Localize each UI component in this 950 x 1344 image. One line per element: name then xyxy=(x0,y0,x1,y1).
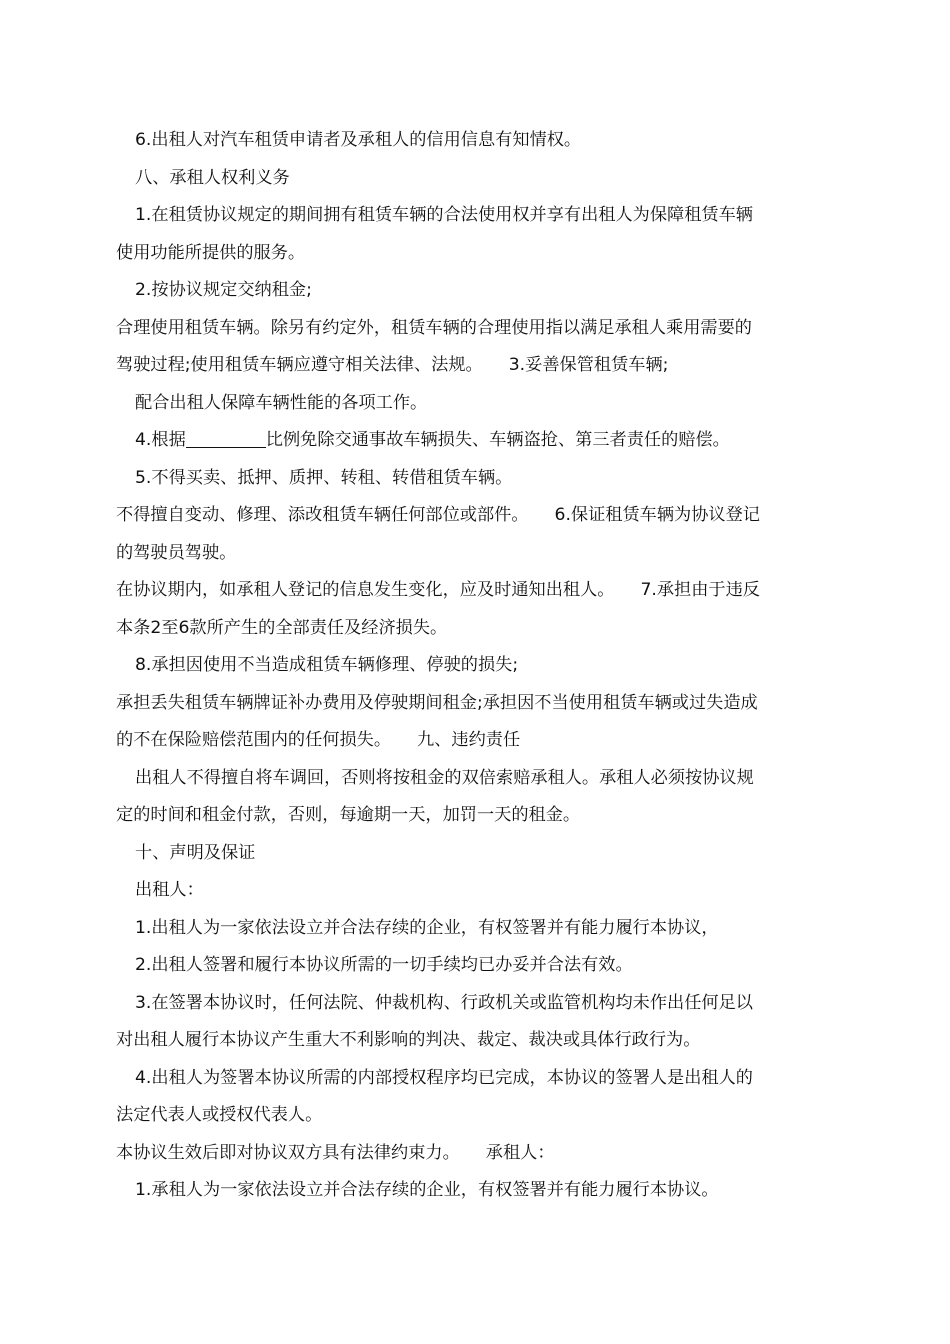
reasonable-use-text: 驾驶过程;使用租赁车辆应遵守相关法律、法规。 xyxy=(116,355,483,375)
paragraph-no-modify xyxy=(116,497,838,535)
clause-8-item-1-line-2: 使用功能所提供的服务。 xyxy=(116,242,306,263)
lessor-item-4-line-2: 法定代表人或授权代表人。 xyxy=(116,1105,323,1125)
clause-8-item-5: 5.不得买卖、抵押、质押、转租、转借租赁车辆。 xyxy=(135,467,513,488)
section-heading-9: 九、违约责任 xyxy=(417,730,521,750)
lessor-item-3-line-1: 3.在签署本协议时，任何法院、仲裁机构、行政机关或监管机构均未作出任何足以 xyxy=(135,992,753,1013)
loss-text: 的不在保险赔偿范围内的任何损失。 xyxy=(116,730,392,750)
clause-8-item-7-cont: 本条2至6款所产生的全部责任及经济损失。 xyxy=(116,617,448,638)
clause-8-item-7: 7.承担由于违反 xyxy=(640,580,760,600)
section-heading-8: 八、承租人权利义务 xyxy=(135,167,290,188)
lessor-item-3-line-2: 对出租人履行本协议产生重大不利影响的判决、裁定、裁决或具体行政行为。 xyxy=(116,1030,701,1050)
clause-7-item-6: 6.出租人对汽车租赁申请者及承租人的信用信息有知情权。 xyxy=(135,130,582,150)
document-body xyxy=(116,122,838,1210)
lessor-item-2: 2.出租人签署和履行本协议所需的一切手续均已办妥并合法有效。 xyxy=(135,955,633,975)
paragraph-loss-line-2 xyxy=(116,722,838,760)
lessee-item-1: 1.承租人为一家依法设立并合法存续的企业，有权签署并有能力履行本协议。 xyxy=(135,1180,719,1200)
section-heading-10: 十、声明及保证 xyxy=(135,842,256,863)
paragraph-reasonable-use-line-1: 合理使用租赁车辆。除另有约定外，租赁车辆的合理使用指以满足承租人乘用需要的 xyxy=(116,317,752,338)
lessor-item-1: 1.出租人为一家依法设立并合法存续的企业，有权签署并有能力履行本协议， xyxy=(135,917,719,938)
binding-text: 本协议生效后即对协议双方具有法律约束力。 xyxy=(116,1142,460,1163)
clause-9-line-2: 定的时间和租金付款，否则，每逾期一天，加罚一天的租金。 xyxy=(116,805,581,825)
info-change-text: 在协议期内，如承租人登记的信息发生变化，应及时通知出租人。 xyxy=(116,580,615,600)
paragraph-info-change xyxy=(116,572,838,610)
clause-8-item-8: 8.承担因使用不当造成租赁车辆修理、停驶的损失; xyxy=(135,655,519,675)
lessor-item-4-line-1: 4.出租人为签署本协议所需的内部授权程序均已完成，本协议的签署人是出租人的 xyxy=(135,1067,753,1088)
paragraph-binding xyxy=(116,1135,838,1173)
clause-9-line-1: 出租人不得擅自将车调回，否则将按租金的双倍索赔承租人。承租人必须按协议规 xyxy=(135,767,754,788)
clause-8-item-2: 2.按协议规定交纳租金; xyxy=(135,280,312,300)
clause-8-item-6-cont: 的驾驶员驾驶。 xyxy=(116,542,237,563)
fill-in-blank xyxy=(186,427,266,448)
clause-8-item-3-cont: 配合出租人保障车辆性能的各项工作。 xyxy=(135,392,428,413)
item-4-prefix: 4.根据 xyxy=(135,430,186,450)
paragraph-reasonable-use-line-2 xyxy=(116,347,838,385)
no-modify-text: 不得擅自变动、修理、添改租赁车辆任何部位或部件。 xyxy=(116,505,529,525)
lessor-heading: 出租人： xyxy=(135,880,204,900)
item-4-suffix: 比例免除交通事故车辆损失、车辆盗抢、第三者责任的赔偿。 xyxy=(265,430,730,450)
clause-8-item-1-line-1: 1.在租赁协议规定的期间拥有租赁车辆的合法使用权并享有出租人为保障租赁车辆 xyxy=(135,205,753,225)
clause-8-item-6: 6.保证租赁车辆为协议登记 xyxy=(554,505,760,525)
paragraph-loss-line-1: 承担丢失租赁车辆牌证补办费用及停驶期间租金;承担因不当使用租赁车辆或过失造成 xyxy=(116,692,758,713)
lessee-heading: 承租人： xyxy=(485,1142,555,1163)
clause-8-item-4 xyxy=(116,422,838,460)
clause-8-item-3: 3.妥善保管租赁车辆; xyxy=(508,355,669,375)
